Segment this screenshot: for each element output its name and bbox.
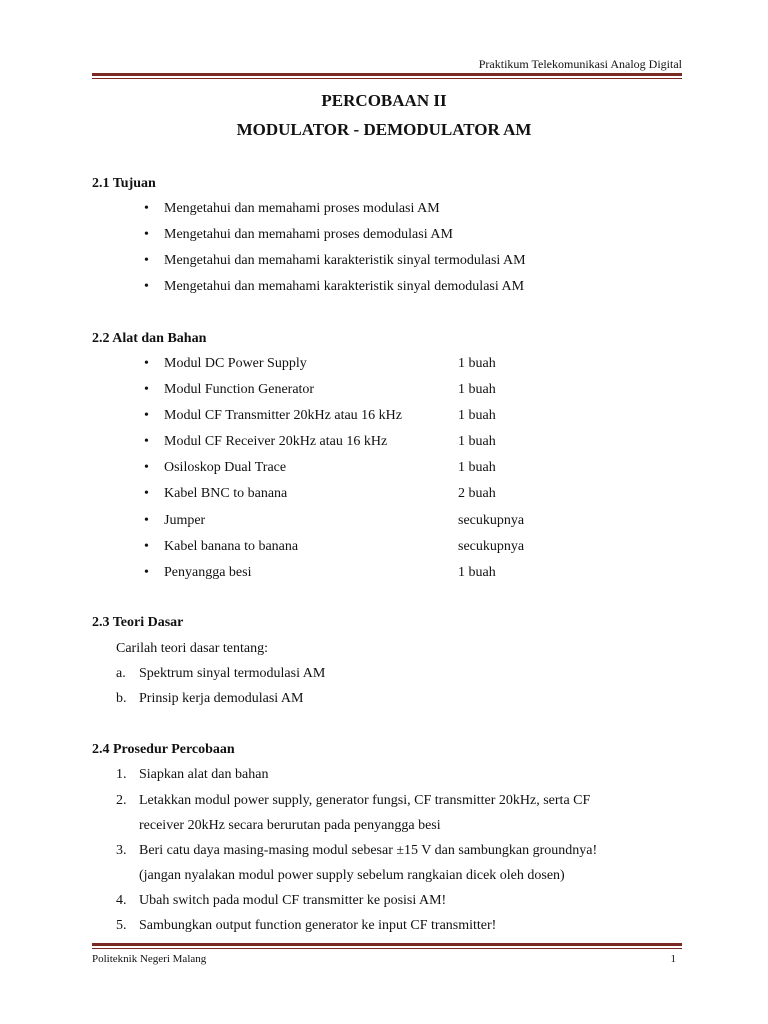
page-title: PERCOBAAN II	[321, 91, 447, 110]
bullet-icon: •	[144, 513, 149, 528]
list-marker: b.	[116, 691, 127, 706]
step-text-continued: receiver 20kHz secara berurutan pada penyangga besi	[139, 818, 441, 833]
bullet-icon: •	[144, 434, 149, 449]
footer-institution: Politeknik Negeri Malang	[92, 953, 207, 965]
bullet-icon: •	[144, 408, 149, 423]
page-subtitle: MODULATOR - DEMODULATOR AM	[236, 120, 532, 139]
step-text: Beri catu daya masing-masing modul sebesar ±15 V dan sambungkan groundnya!	[139, 843, 598, 858]
bullet-icon: •	[144, 539, 149, 554]
section-heading-prosedur: 2.4 Prosedur Percobaan	[92, 742, 235, 757]
bullet-icon: •	[144, 253, 149, 268]
step-number: 2.	[116, 793, 127, 808]
equipment-quantity: 1 buah	[458, 434, 496, 449]
equipment-quantity: 1 buah	[458, 356, 496, 371]
step-text: Siapkan alat dan bahan	[139, 767, 269, 782]
equipment-name: Modul DC Power Supply	[164, 356, 307, 371]
equipment-quantity: 1 buah	[458, 565, 496, 580]
list-item-text: Mengetahui dan memahami proses modulasi AM	[164, 201, 440, 216]
teori-intro: Carilah teori dasar tentang:	[116, 641, 268, 656]
bullet-icon: •	[144, 201, 149, 216]
section-heading-alat: 2.2 Alat dan Bahan	[92, 331, 207, 346]
equipment-quantity: 1 buah	[458, 382, 496, 397]
step-number: 1.	[116, 767, 127, 782]
list-item-text: Mengetahui dan memahami karakteristik sinyal termodulasi AM	[164, 253, 526, 268]
bullet-icon: •	[144, 279, 149, 294]
equipment-name: Modul CF Transmitter 20kHz atau 16 kHz	[164, 408, 402, 423]
section-heading-tujuan: 2.1 Tujuan	[92, 176, 156, 191]
list-marker: a.	[116, 666, 126, 681]
bullet-icon: •	[144, 565, 149, 580]
equipment-quantity: secukupnya	[458, 513, 525, 528]
running-header: Praktikum Telekomunikasi Analog Digital	[478, 57, 682, 71]
step-text-continued: (jangan nyalakan modul power supply sebelum rangkaian dicek oleh dosen)	[139, 868, 565, 883]
bullet-icon: •	[144, 382, 149, 397]
list-item-text: Spektrum sinyal termodulasi AM	[139, 666, 326, 681]
list-item-text: Prinsip kerja demodulasi AM	[139, 691, 304, 706]
section-heading-teori: 2.3 Teori Dasar	[92, 615, 184, 630]
equipment-quantity: secukupnya	[458, 539, 525, 554]
footer-rule-thin	[92, 948, 682, 949]
equipment-quantity: 1 buah	[458, 408, 496, 423]
equipment-name: Modul Function Generator	[164, 382, 315, 397]
bullet-icon: •	[144, 460, 149, 475]
equipment-name: Osiloskop Dual Trace	[164, 460, 287, 475]
step-text: Sambungkan output function generator ke input CF transmitter!	[139, 918, 497, 933]
bullet-icon: •	[144, 356, 149, 371]
page-number: 1	[670, 953, 676, 965]
header-rule-thin	[92, 78, 682, 79]
step-text: Letakkan modul power supply, generator fungsi, CF transmitter 20kHz, serta CF	[139, 793, 591, 808]
equipment-quantity: 2 buah	[458, 486, 496, 501]
bullet-icon: •	[144, 227, 149, 242]
step-number: 5.	[116, 918, 127, 933]
header-rule-thick	[92, 73, 682, 76]
bullet-icon: •	[144, 486, 149, 501]
equipment-name: Modul CF Receiver 20kHz atau 16 kHz	[164, 434, 388, 449]
list-item-text: Mengetahui dan memahami karakteristik sinyal demodulasi AM	[164, 279, 525, 294]
equipment-name: Penyangga besi	[164, 565, 252, 580]
list-item-text: Mengetahui dan memahami proses demodulasi AM	[164, 227, 453, 242]
step-text: Ubah switch pada modul CF transmitter ke posisi AM!	[139, 893, 447, 908]
step-number: 3.	[116, 843, 127, 858]
equipment-name: Kabel BNC to banana	[164, 486, 288, 501]
footer-rule-thick	[92, 943, 682, 946]
equipment-quantity: 1 buah	[458, 460, 496, 475]
equipment-name: Jumper	[164, 513, 206, 528]
step-number: 4.	[116, 893, 127, 908]
equipment-name: Kabel banana to banana	[164, 539, 299, 554]
